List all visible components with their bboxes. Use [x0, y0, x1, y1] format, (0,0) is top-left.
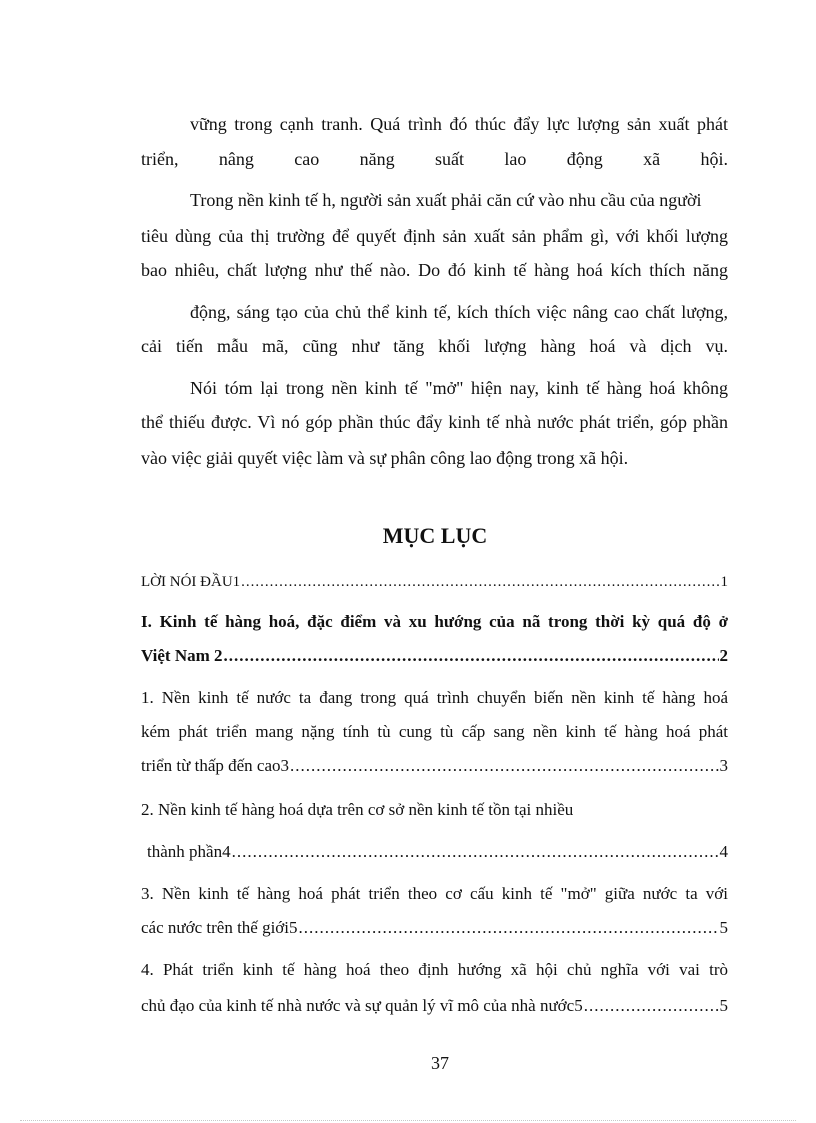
body-line: tiêu dùng của thị trường để quyết định sản xuất sản phẩm gì, với khối lượng [141, 226, 728, 246]
toc-entry-label: triển từ thấp đến cao3 [141, 756, 289, 775]
body-line: bao nhiêu, chất lượng như thế nào. Do đó kinh tế hàng hoá kích thích năng [141, 260, 728, 280]
body-line: Trong nền kinh tế h, người sản xuất phải căn cứ vào nhu cầu của người [190, 190, 702, 210]
toc-leader-dots [241, 570, 719, 594]
toc-entry-label: các nước trên thế giới5 [141, 918, 298, 937]
body-line: thể thiếu được. Vì nó góp phần thúc đẩy kinh tế nhà nước phát triển, góp phần [141, 412, 728, 432]
page-bottom-rule [20, 1120, 796, 1121]
toc-entry-label: LỜI NÓI ĐẦU1 [141, 574, 241, 590]
toc-page-number: 5 [719, 996, 728, 1015]
toc-entry-item-4[interactable] [141, 994, 728, 1018]
toc-entry-line: 3. Nền kinh tế hàng hoá phát triển theo cơ cấu kinh tế "mở" giữa nước ta với [141, 884, 728, 903]
body-line: động, sáng tạo của chủ thể kinh tế, kích thích việc nâng cao chất lượng, [190, 302, 728, 322]
toc-leader-dots [299, 916, 719, 940]
toc-leader-dots [584, 994, 719, 1018]
toc-title: MỤC LỤC [382, 523, 488, 548]
body-line: triển, nâng cao năng suất lao động xã hội. [141, 149, 728, 169]
page-number: 37 [431, 1053, 449, 1073]
toc-entry-line: I. Kinh tế hàng hoá, đặc điểm và xu hướng của nã trong thời kỳ quá độ ở [141, 612, 728, 631]
toc-entry-item-1[interactable] [141, 754, 728, 778]
toc-leader-dots [232, 840, 719, 864]
body-line: vững trong cạnh tranh. Quá trình đó thúc đẩy lực lượng sản xuất phát [190, 114, 728, 134]
toc-entry-item-3[interactable] [141, 916, 728, 940]
toc-leader-dots [224, 644, 719, 668]
toc-entry-line: 4. Phát triển kinh tế hàng hoá theo định hướng xã hội chủ nghĩa với vai trò [141, 960, 728, 979]
toc-entry-label: Việt Nam 2 [141, 646, 223, 665]
toc-page-number: 4 [719, 842, 728, 861]
toc-entry-label: chủ đạo của kinh tế nhà nước và sự quản lý vĩ mô của nhà nước5 [141, 996, 583, 1015]
toc-page-number: 1 [720, 574, 728, 590]
toc-entry-label: thành phần4 [147, 842, 231, 861]
toc-entry-intro[interactable] [141, 570, 728, 594]
body-line: Nói tóm lại trong nền kinh tế "mở" hiện nay, kinh tế hàng hoá không [190, 378, 728, 398]
body-line: cải tiến mẫu mã, cũng như tăng khối lượng hàng hoá và dịch vụ. [141, 336, 728, 356]
toc-leader-dots [290, 754, 719, 778]
toc-page-number: 3 [719, 756, 728, 775]
toc-entry-line: kém phát triển mang nặng tính tù cung tù cấp sang nền kinh tế hàng hoá phát [141, 722, 728, 741]
toc-entry-line: 1. Nền kinh tế nước ta đang trong quá trình chuyển biến nền kinh tế hàng hoá [141, 688, 728, 707]
body-line: vào việc giải quyết việc làm và sự phân công lao động trong xã hội. [141, 448, 629, 468]
toc-entry-section-1[interactable] [141, 644, 728, 668]
toc-page-number: 2 [719, 646, 728, 665]
toc-entry-line: 2. Nền kinh tế hàng hoá dựa trên cơ sở nền kinh tế tồn tại nhiều [141, 800, 574, 819]
toc-entry-item-2[interactable] [147, 840, 728, 864]
toc-page-number: 5 [719, 918, 728, 937]
